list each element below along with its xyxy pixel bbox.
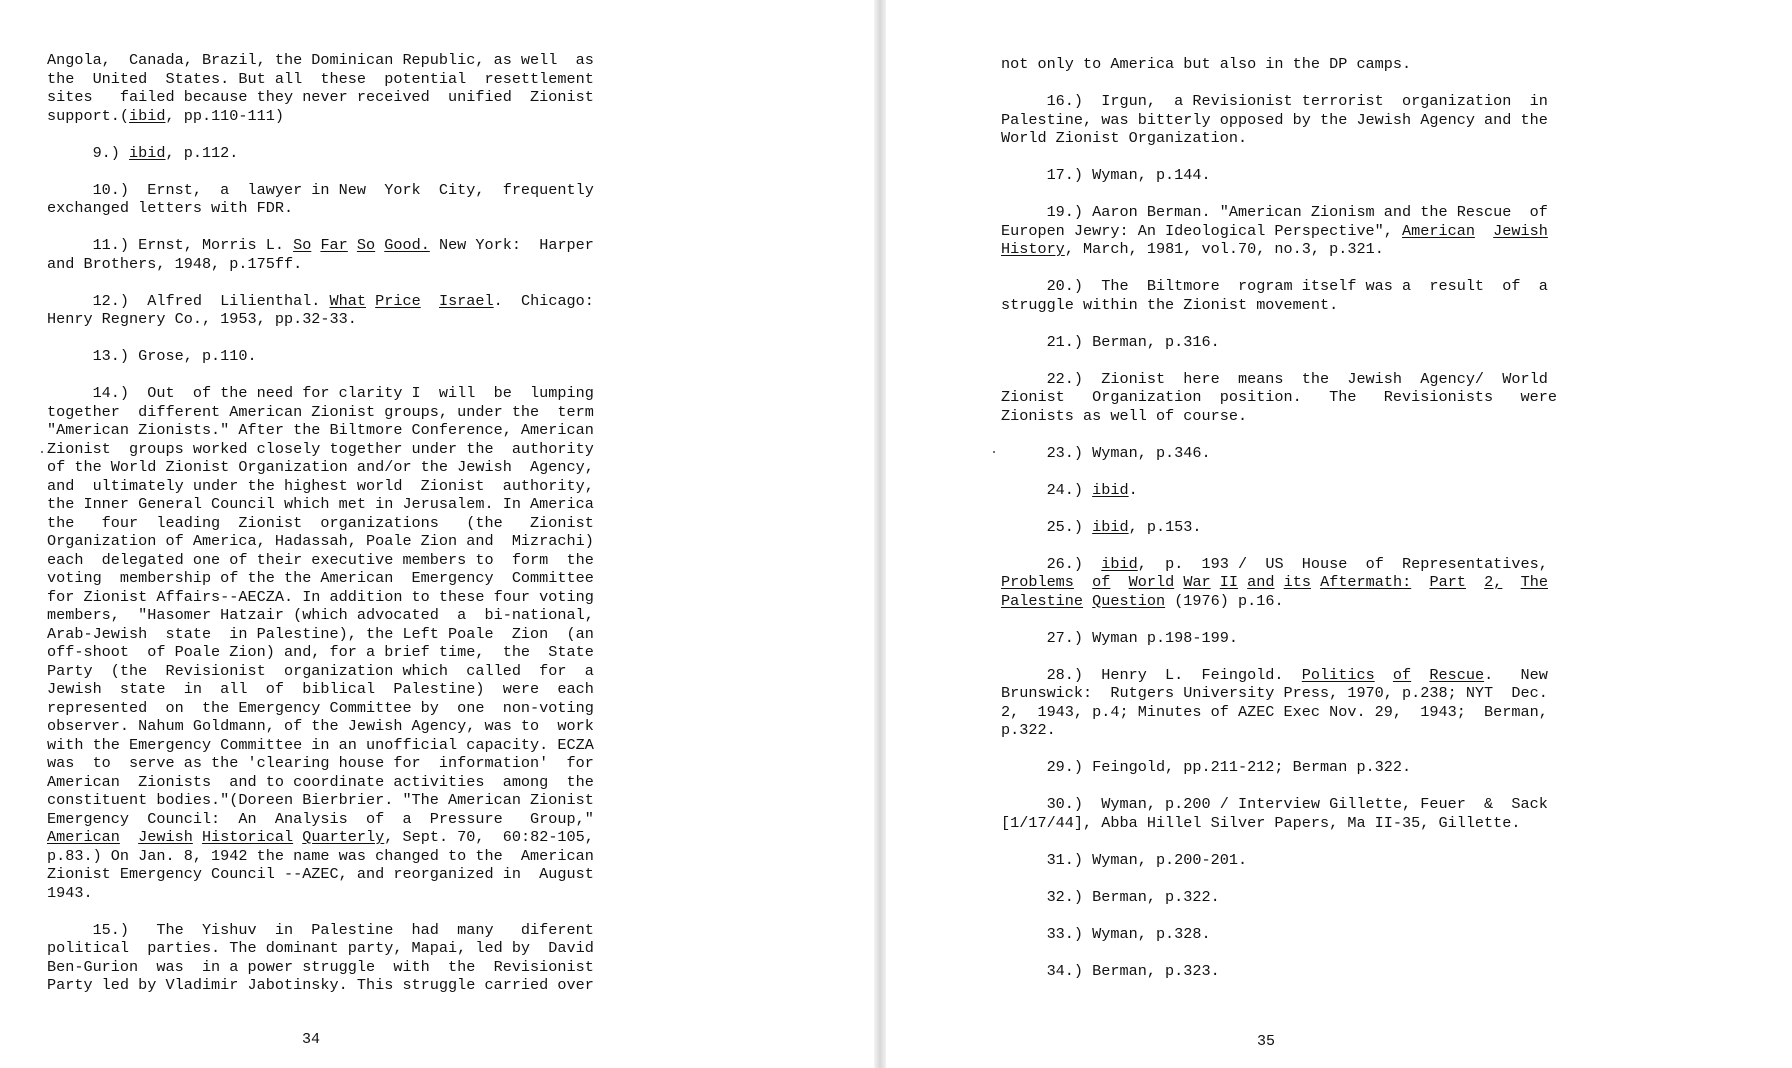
footnote-line	[1001, 370, 1557, 389]
note-text: represented on the Emergency Committee by one non-voting	[47, 698, 594, 717]
note-text: 32.) Berman, p.322.	[1001, 887, 1220, 906]
note-text: p.83.) On Jan. 8, 1942 the name was changed to the American	[47, 846, 594, 865]
note-text: Zionist Emergency Council --AZEC, and reorganized in August	[47, 865, 594, 883]
underlined-title: Palestine	[1001, 591, 1084, 610]
underlined-title: and	[1247, 573, 1275, 591]
footnote-line	[47, 70, 594, 89]
note-text	[1238, 573, 1247, 591]
note-text: not only to America but also in the DP camps.	[1001, 55, 1412, 73]
note-text: 17.) Wyman, p.144.	[1001, 166, 1211, 184]
note-text	[1311, 573, 1320, 591]
note-text: of the World Zionist Organization and/or the Jewish Agency,	[47, 458, 594, 476]
underlined-title: Jewish	[1493, 221, 1548, 240]
right-page-number: 35	[1257, 1033, 1276, 1050]
footnote-line	[47, 347, 594, 366]
note-text: Zionists as well of course.	[1001, 406, 1248, 425]
note-text	[1211, 573, 1220, 591]
note-text: 15.) The Yishuv in Palestine had many diferent	[47, 920, 594, 939]
underlined-title: 2,	[1484, 573, 1503, 591]
note-text: for Zionist Affairs--AECZA. In addition to these four voting	[47, 587, 594, 606]
note-text: observer. Nahum Goldmann, of the Jewish Agency, was to work	[47, 717, 594, 735]
footnote-line	[1001, 666, 1557, 685]
underlined-title: Question	[1092, 591, 1166, 610]
footnote	[47, 347, 594, 366]
note-text: 28.) Henry L. Feingold.	[1001, 665, 1302, 684]
footnote-line	[1001, 721, 1557, 740]
note-text: , March, 1981, vol.70, no.3, p.321.	[1064, 240, 1384, 258]
scan-speck	[41, 451, 43, 453]
note-text: Zionist Organization position. The Revisionists were	[1001, 388, 1557, 406]
footnote	[47, 292, 594, 329]
note-text: Jewish state in all of biblical Palestine) were each	[47, 680, 594, 698]
footnote-line	[47, 810, 594, 829]
note-text: .	[1128, 480, 1138, 499]
footnote-line	[47, 181, 594, 200]
underlined-title: American	[1402, 221, 1475, 240]
footnote-line	[1001, 92, 1557, 111]
footnote-line	[47, 939, 594, 958]
note-text	[375, 236, 384, 254]
footnote-line	[47, 680, 594, 699]
footnote	[1001, 55, 1557, 74]
note-text: 33.) Wyman, p.328.	[1001, 924, 1211, 943]
footnote-line	[47, 921, 594, 940]
note-text: political parties. The dominant party, Mapai, led by David	[47, 939, 594, 957]
note-text: Arab-Jewish state in Palestine), the Left Poale Zion (an	[47, 624, 594, 643]
footnote-line	[1001, 684, 1557, 703]
underlined-title: Jewish	[138, 828, 193, 846]
footnote-line	[1001, 962, 1557, 981]
note-text: with the Emergency Committee in an unofficial capacity. ECZA	[47, 735, 594, 754]
note-text: 20.) The Biltmore rogram itself was a result of a	[1001, 277, 1548, 295]
underlined-title: ibid	[1092, 517, 1129, 536]
note-text: 26.)	[1001, 554, 1102, 573]
footnote-line	[1001, 758, 1557, 777]
note-text: p.322.	[1001, 721, 1056, 739]
underlined-title: of	[1392, 665, 1412, 684]
underlined-title: So	[356, 236, 376, 254]
footnote	[1001, 758, 1557, 777]
note-text: 16.) Irgun, a Revisionist terrorist organization in	[1001, 92, 1548, 110]
note-text: 14.) Out of the need for clarity I will be lumping	[47, 384, 594, 402]
footnote-line	[47, 458, 594, 477]
footnote-line	[1001, 629, 1557, 648]
underlined-title: The	[1520, 573, 1548, 591]
note-text	[1475, 222, 1493, 240]
underlined-title: of	[1092, 573, 1111, 591]
footnote	[1001, 203, 1557, 259]
note-text: . Chicago:	[493, 291, 594, 310]
footnote-line	[47, 828, 594, 847]
footnote	[47, 236, 594, 273]
note-text: 11.) Ernst, Morris L.	[47, 236, 294, 254]
note-text: constituent bodies."(Doreen Bierbrier. "The American Zionist	[47, 791, 594, 809]
note-text: 12.) Alfred Lilienthal.	[47, 291, 330, 310]
footnote-line	[47, 773, 594, 792]
footnote	[1001, 666, 1557, 740]
note-text: 30.) Wyman, p.200 / Interview Gillette, Feuer & Sack	[1001, 795, 1548, 813]
footnote-line	[47, 144, 594, 163]
note-text	[1375, 666, 1393, 684]
note-text: sites failed because they never received unified Zionist	[47, 88, 594, 106]
note-text: 21.) Berman, p.316.	[1001, 332, 1220, 351]
footnote	[1001, 962, 1557, 981]
underlined-title: Israel	[438, 291, 494, 310]
footnote	[1001, 444, 1557, 463]
note-text: Ben-Gurion was in a power struggle with the Revisionist	[47, 957, 594, 976]
note-text: Emergency Council: An Analysis of a Pressure Group,"	[47, 809, 594, 828]
footnote-line	[1001, 296, 1557, 315]
footnote	[47, 921, 594, 995]
note-text: Henry Regnery Co., 1953, pp.32-33.	[47, 310, 357, 328]
note-text: 23.) Wyman, p.346.	[1001, 443, 1211, 462]
footnote-line	[47, 255, 594, 274]
note-text: and ultimately under the highest world Zionist authority,	[47, 476, 594, 495]
underlined-title: Aftermath:	[1320, 573, 1412, 591]
footnote	[1001, 481, 1557, 500]
footnote-line	[47, 791, 594, 810]
underlined-title: ibid	[129, 106, 166, 125]
underlined-title: Price	[375, 291, 421, 310]
footnote-line	[1001, 407, 1557, 426]
footnote	[1001, 795, 1557, 832]
note-text: 13.) Grose, p.110.	[47, 347, 257, 365]
note-text: members, "Hasomer Hatzair (which advocated a bi-national,	[47, 606, 594, 624]
footnote-line	[47, 606, 594, 625]
footnote-line	[47, 514, 594, 533]
footnote-line	[47, 88, 594, 107]
footnote	[1001, 92, 1557, 148]
footnote-line	[47, 736, 594, 755]
note-text	[120, 828, 138, 846]
underlined-title: its	[1283, 573, 1311, 591]
footnote-line	[1001, 240, 1557, 259]
footnote-line	[1001, 518, 1557, 537]
footnote	[1001, 629, 1557, 648]
note-text: each delegated one of their executive members to form the	[47, 550, 594, 569]
footnote	[47, 181, 594, 218]
footnote-line	[47, 384, 594, 403]
note-text: , p. 193 / US House of Representatives,	[1137, 554, 1548, 573]
note-text: 29.) Feingold, pp.211-212; Berman p.322.	[1001, 758, 1412, 776]
footnote-line	[47, 236, 594, 255]
footnote	[1001, 370, 1557, 426]
footnote	[1001, 277, 1557, 314]
note-text: 10.) Ernst, a lawyer in New York City, frequently	[47, 180, 594, 199]
note-text	[1110, 573, 1128, 591]
underlined-title: World	[1128, 573, 1175, 591]
right-page	[886, 0, 1792, 1068]
footnote-line	[1001, 277, 1557, 296]
note-text: exchanged letters with FDR.	[47, 199, 294, 217]
footnote-line	[47, 865, 594, 884]
note-text: support.(	[47, 106, 130, 125]
note-text: and Brothers, 1948, p.175ff.	[47, 254, 303, 273]
note-text	[366, 292, 375, 310]
footnote	[47, 51, 594, 125]
note-text	[1174, 573, 1183, 591]
note-text: 19.) Aaron Berman. "American Zionism and the Rescue of	[1001, 203, 1548, 221]
footnote-line	[1001, 851, 1557, 870]
underlined-title: Problems	[1001, 573, 1074, 591]
footnote-line	[1001, 129, 1557, 148]
book-gutter	[874, 0, 886, 1068]
underlined-title: Quarterly	[302, 828, 385, 846]
note-text: the United States. But all these potential resettlement	[47, 69, 594, 88]
footnote-line	[47, 662, 594, 681]
footnote-line	[47, 440, 594, 459]
footnote	[1001, 555, 1557, 611]
footnote-line	[1001, 795, 1557, 814]
footnote-line	[1001, 388, 1557, 407]
footnote-line	[47, 588, 594, 607]
note-text: , Sept. 70, 60:82-105,	[384, 828, 594, 846]
left-page-number: 34	[302, 1031, 321, 1048]
note-text	[1074, 573, 1092, 591]
note-text: Palestine, was bitterly opposed by the Jewish Agency and the	[1001, 110, 1548, 129]
note-text: 9.)	[47, 143, 130, 162]
right-page-notes	[1001, 55, 1557, 999]
note-text	[1411, 573, 1429, 591]
footnote-line	[1001, 573, 1557, 592]
footnote-line	[1001, 888, 1557, 907]
note-text: World Zionist Organization.	[1001, 129, 1248, 147]
footnote-line	[47, 754, 594, 773]
note-text: . New	[1484, 665, 1548, 684]
note-text: Party led by Vladimir Jabotinsky. This struggle carried over	[47, 976, 594, 994]
left-page-notes	[47, 51, 594, 1013]
note-text: "American Zionists." After the Biltmore Conference, American	[47, 421, 594, 439]
footnote-line	[47, 51, 594, 70]
note-text: 24.)	[1001, 480, 1093, 499]
footnote-line	[47, 292, 594, 311]
underlined-title: So	[293, 236, 312, 254]
note-text: voting membership of the the American Emergency Committee	[47, 569, 594, 587]
note-text: Organization of America, Hadassah, Poale Zion and Mizrachi)	[47, 532, 594, 550]
note-text: New York: Harper	[429, 236, 594, 254]
footnote-line	[1001, 55, 1557, 74]
footnote	[1001, 166, 1557, 185]
note-text	[1411, 666, 1429, 684]
footnote	[1001, 851, 1557, 870]
note-text	[193, 828, 202, 846]
note-text: 22.) Zionist here means the Jewish Agency/ World	[1001, 369, 1548, 388]
footnote-line	[47, 403, 594, 422]
note-text: the four leading Zionist organizations (the Zionist	[47, 513, 594, 532]
underlined-title: American	[47, 828, 120, 846]
scan-speck	[993, 451, 995, 453]
footnote-line	[47, 199, 594, 218]
note-text: Zionist groups worked closely together under the authority	[47, 439, 594, 458]
footnote-line	[47, 477, 594, 496]
footnote-line	[1001, 925, 1557, 944]
footnote-line	[47, 717, 594, 736]
underlined-title: Part	[1429, 573, 1466, 591]
footnote-line	[1001, 703, 1557, 722]
footnote-line	[1001, 203, 1557, 222]
note-text	[1083, 592, 1092, 610]
footnote-line	[47, 421, 594, 440]
footnote-line	[47, 847, 594, 866]
note-text	[1275, 573, 1284, 591]
footnote	[1001, 888, 1557, 907]
footnote-line	[47, 310, 594, 329]
underlined-title: ibid	[129, 143, 166, 162]
footnote-line	[47, 625, 594, 644]
note-text: 31.) Wyman, p.200-201.	[1001, 850, 1248, 869]
footnote-line	[1001, 444, 1557, 463]
note-text: 25.)	[1001, 517, 1093, 536]
note-text: struggle within the Zionist movement.	[1001, 295, 1339, 314]
note-text	[348, 236, 357, 254]
note-text: 34.) Berman, p.323.	[1001, 961, 1220, 980]
note-text: Angola, Canada, Brazil, the Dominican Republic, as well as	[47, 51, 594, 69]
footnote-line	[47, 976, 594, 995]
footnote-line	[1001, 333, 1557, 352]
note-text: Brunswick: Rutgers University Press, 1970, p.238; NYT Dec.	[1001, 684, 1548, 702]
underlined-title: War	[1183, 573, 1211, 591]
footnote-line	[1001, 111, 1557, 130]
footnote-line	[1001, 481, 1557, 500]
note-text: 27.) Wyman p.198-199.	[1001, 628, 1238, 647]
footnote-line	[47, 884, 594, 903]
note-text: 1943.	[47, 883, 93, 902]
note-text: 2, 1943, p.4; Minutes of AZEC Exec Nov. 29, 1943; Berman,	[1001, 702, 1548, 721]
underlined-title: Good.	[384, 236, 430, 254]
footnote-line	[47, 495, 594, 514]
note-text: was to serve as the 'clearing house for information' for	[47, 754, 594, 772]
footnote-line	[47, 107, 594, 126]
footnote-line	[47, 643, 594, 662]
footnote	[1001, 518, 1557, 537]
note-text: the Inner General Council which met in Jerusalem. In America	[47, 495, 594, 513]
note-text: (1976) p.16.	[1165, 591, 1284, 610]
note-text: Party (the Revisionist organization which called for a	[47, 661, 594, 680]
footnote-line	[1001, 592, 1557, 611]
note-text: American Zionists and to coordinate activities among the	[47, 772, 594, 791]
footnote	[1001, 925, 1557, 944]
note-text: Europen Jewry: An Ideological Perspective",	[1001, 221, 1403, 240]
left-page	[0, 0, 874, 1068]
footnote	[1001, 333, 1557, 352]
footnote-line	[1001, 222, 1557, 241]
footnote-line	[1001, 166, 1557, 185]
note-text: together different American Zionist groups, under the term	[47, 402, 594, 421]
footnote-line	[47, 699, 594, 718]
underlined-title: ibid	[1092, 480, 1129, 499]
note-text: [1/17/44], Abba Hillel Silver Papers, Ma II-35, Gillette.	[1001, 813, 1521, 832]
footnote-line	[47, 551, 594, 570]
underlined-title: Far	[320, 236, 348, 254]
note-text	[293, 828, 302, 846]
underlined-title: What	[329, 291, 367, 310]
note-text: , pp.110-111)	[165, 106, 284, 125]
underlined-title: Rescue	[1429, 665, 1485, 684]
footnote	[47, 144, 594, 163]
underlined-title: II	[1219, 573, 1239, 591]
footnote-line	[47, 532, 594, 551]
note-text	[1502, 573, 1520, 591]
footnote-line	[1001, 814, 1557, 833]
underlined-title: Historical	[201, 828, 294, 846]
underlined-title: ibid	[1101, 554, 1138, 573]
note-text	[1466, 573, 1484, 591]
underlined-title: Politics	[1301, 665, 1375, 684]
footnote-line	[47, 569, 594, 588]
note-text: , p.153.	[1128, 517, 1202, 536]
footnote-line	[1001, 555, 1557, 574]
note-text	[421, 292, 439, 310]
footnote-line	[47, 958, 594, 977]
footnote	[47, 384, 594, 902]
underlined-title: History	[1001, 240, 1065, 258]
note-text: off-shoot of Poale Zion) and, for a brief time, the State	[47, 643, 594, 661]
note-text: , p.112.	[165, 143, 239, 162]
